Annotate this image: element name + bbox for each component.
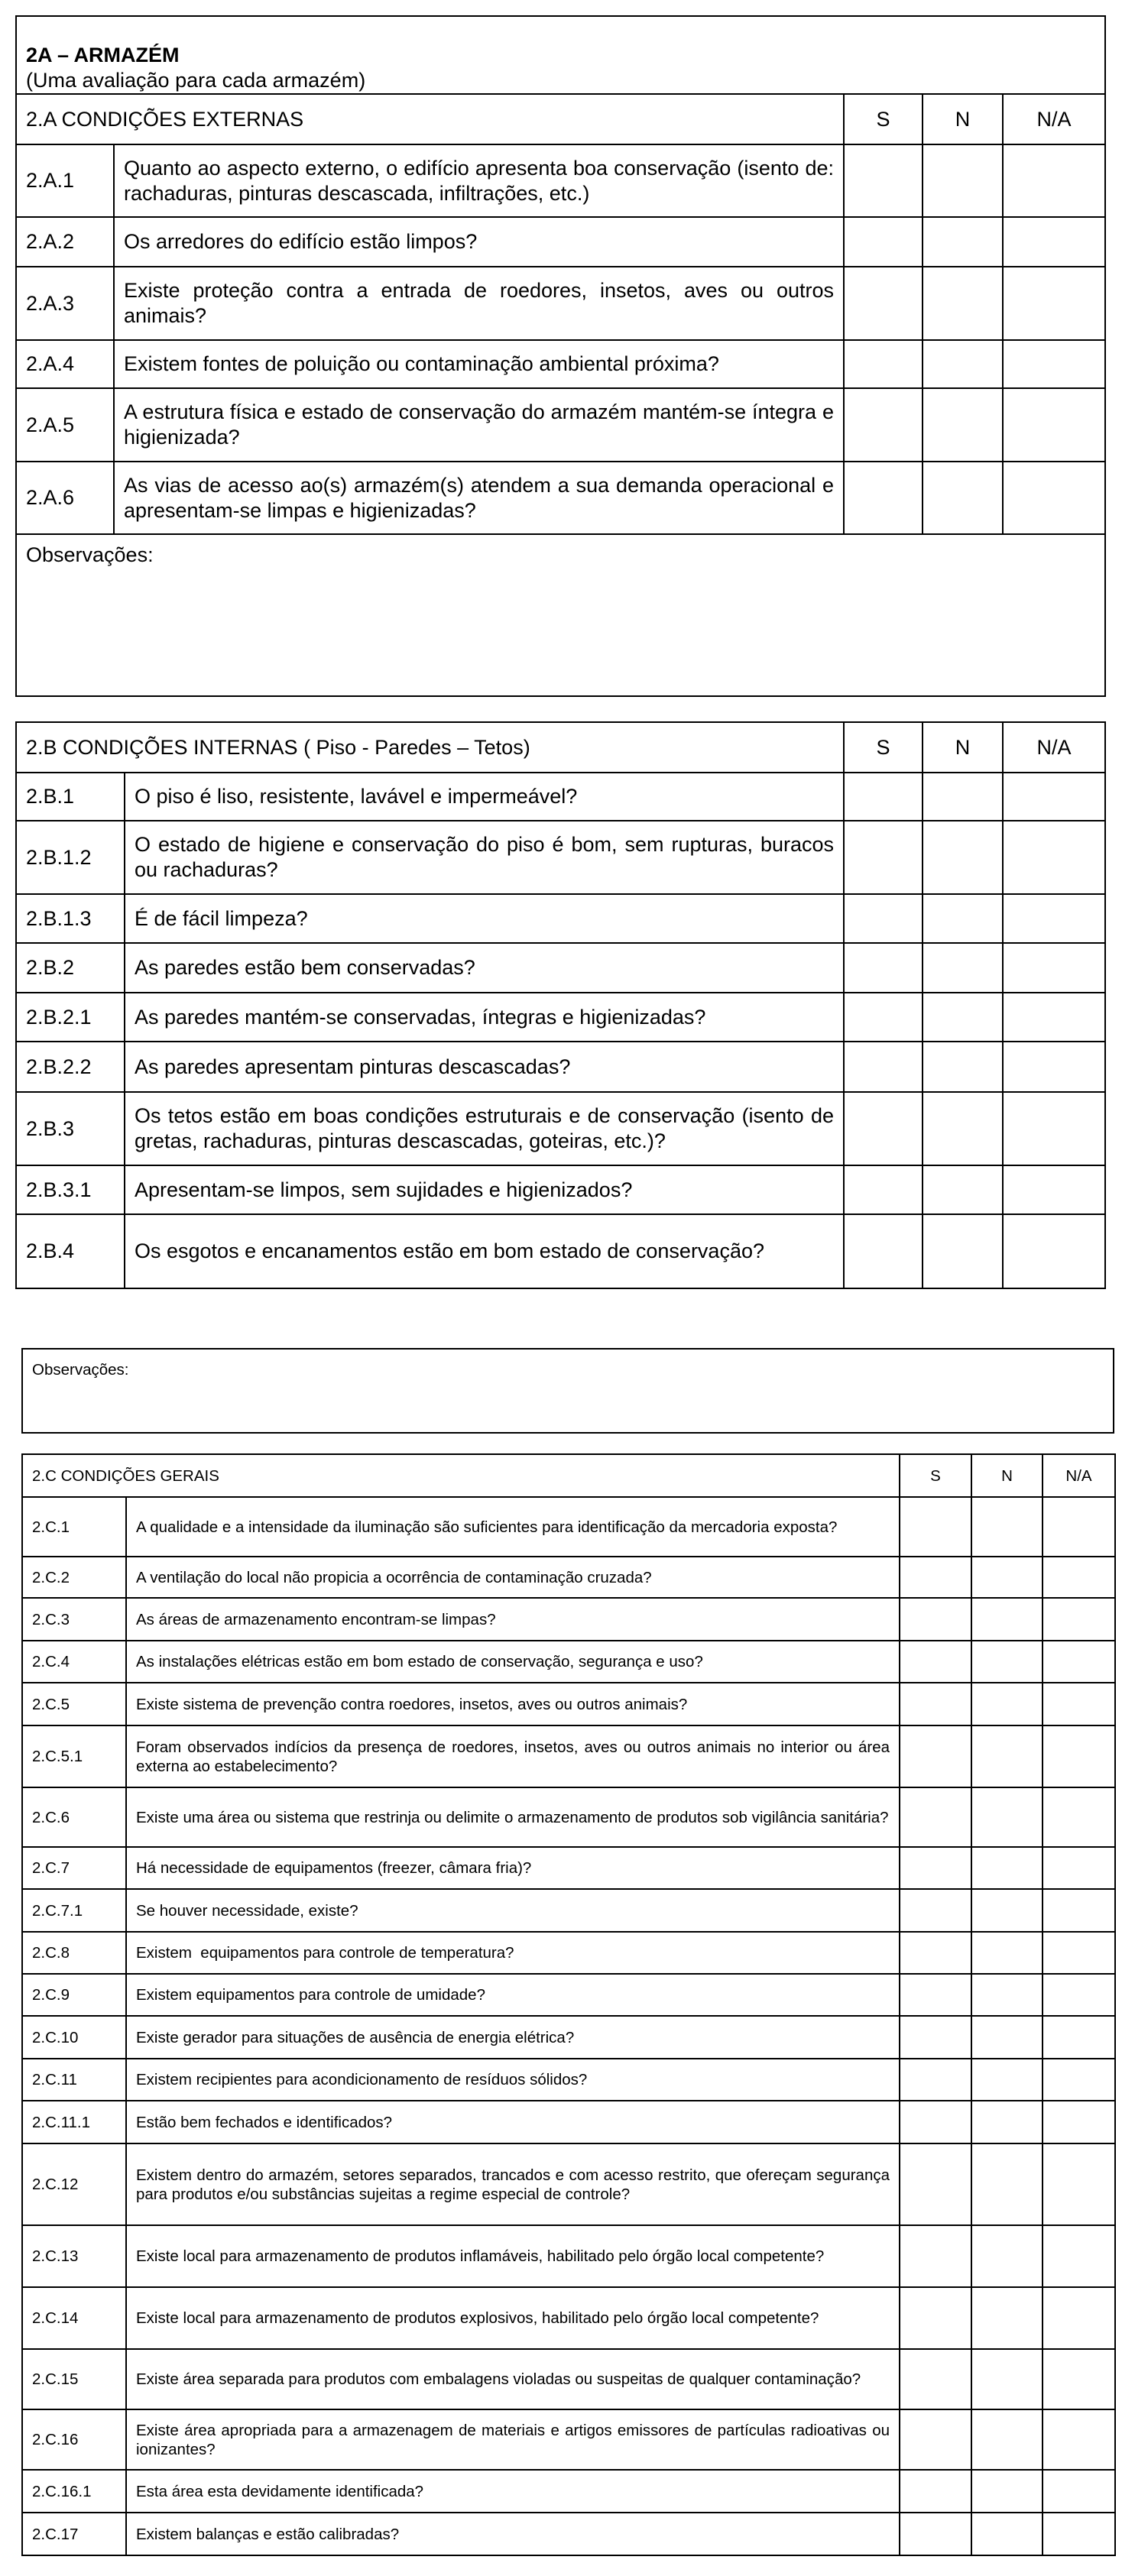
item-question: Os esgotos e encanamentos estão em bom estado de conservação?	[125, 1214, 844, 1288]
observations-box-b	[21, 1348, 1114, 1434]
answer-cell-n[interactable]	[971, 2059, 1043, 2101]
table-row	[22, 2225, 1115, 2287]
answer-cell-na[interactable]	[1043, 1557, 1115, 1598]
table-row	[22, 1641, 1115, 1683]
item-code: 2.C.6	[22, 1787, 126, 1847]
table-row	[16, 217, 1105, 267]
item-code: 2.B.4	[16, 1214, 125, 1288]
answer-cell-na[interactable]	[1003, 773, 1105, 821]
answer-cell-s[interactable]	[844, 462, 923, 534]
col-header-na: N/A	[1003, 722, 1105, 773]
answer-cell-s[interactable]	[844, 1042, 923, 1092]
answer-cell-na[interactable]	[1043, 1847, 1115, 1889]
table-row	[22, 1974, 1115, 2016]
item-question: Existe área separada para produtos com embalagens violadas ou suspeitas de qualquer contaminação?	[126, 2349, 900, 2409]
answer-cell-s[interactable]	[900, 1598, 971, 1641]
item-code: 2.A.2	[16, 217, 114, 267]
answer-cell-n[interactable]	[971, 1641, 1043, 1683]
answer-cell-n[interactable]	[971, 1932, 1043, 1974]
table-row	[22, 1598, 1115, 1641]
table-internal-conditions	[15, 721, 1106, 1289]
answer-cell-na[interactable]	[1043, 1497, 1115, 1557]
answer-cell-s[interactable]	[900, 1641, 971, 1683]
item-question: É de fácil limpeza?	[125, 894, 844, 943]
item-question: Os arredores do edifício estão limpos?	[114, 217, 844, 267]
answer-cell-s[interactable]	[900, 1889, 971, 1932]
answer-cell-s[interactable]	[900, 1683, 971, 1725]
answer-cell-n[interactable]	[923, 217, 1003, 267]
answer-cell-na[interactable]	[1043, 1974, 1115, 2016]
answer-cell-na[interactable]	[1043, 2349, 1115, 2409]
answer-cell-n[interactable]	[971, 2513, 1043, 2555]
item-question: Existe uma área ou sistema que restrinja ou delimite o armazenamento de produtos sob vigilância sanitária?	[126, 1787, 900, 1847]
item-code: 2.C.7	[22, 1847, 126, 1889]
item-code: 2.C.1	[22, 1497, 126, 1557]
answer-cell-n[interactable]	[923, 144, 1003, 217]
answer-cell-s[interactable]	[844, 144, 923, 217]
answer-cell-na[interactable]	[1003, 1092, 1105, 1165]
item-code: 2.A.5	[16, 388, 114, 462]
answer-cell-na[interactable]	[1043, 1932, 1115, 1974]
col-header-n: N	[923, 94, 1003, 144]
item-question: Existem recipientes para acondicionamento de resíduos sólidos?	[126, 2059, 900, 2101]
answer-cell-s[interactable]	[844, 1214, 923, 1288]
answer-cell-s[interactable]	[900, 2059, 971, 2101]
answer-cell-n[interactable]	[971, 2225, 1043, 2287]
item-code: 2.B.2.2	[16, 1042, 125, 1092]
answer-cell-n[interactable]	[971, 2016, 1043, 2059]
answer-cell-s[interactable]	[900, 2349, 971, 2409]
item-code: 2.C.2	[22, 1557, 126, 1598]
item-code: 2.B.1.3	[16, 894, 125, 943]
table-a-header: 2.A CONDIÇÕES EXTERNAS	[16, 94, 844, 144]
table-row	[22, 1683, 1115, 1725]
item-question: Os tetos estão em boas condições estruturais e de conservação (isento de gretas, rachaduras, pinturas descascadas, goteiras, etc.)?	[125, 1092, 844, 1165]
answer-cell-na[interactable]	[1043, 1787, 1115, 1847]
answer-cell-n[interactable]	[971, 2287, 1043, 2349]
answer-cell-na[interactable]	[1003, 144, 1105, 217]
answer-cell-s[interactable]	[900, 2016, 971, 2059]
answer-cell-na[interactable]	[1003, 217, 1105, 267]
answer-cell-n[interactable]	[923, 462, 1003, 534]
table-row	[22, 1725, 1115, 1787]
table-row	[16, 993, 1105, 1042]
answer-cell-na[interactable]	[1043, 1598, 1115, 1641]
answer-cell-n[interactable]	[971, 1889, 1043, 1932]
answer-cell-s[interactable]	[900, 2513, 971, 2555]
item-question: Apresentam-se limpos, sem sujidades e higienizados?	[125, 1165, 844, 1214]
answer-cell-s[interactable]	[900, 2409, 971, 2470]
answer-cell-n[interactable]	[971, 1847, 1043, 1889]
item-question: A estrutura física e estado de conservação do armazém mantém-se íntegra e higienizada?	[114, 388, 844, 462]
table-row	[22, 2143, 1115, 2225]
item-code: 2.B.3.1	[16, 1165, 125, 1214]
answer-cell-na[interactable]	[1043, 2287, 1115, 2349]
answer-cell-na[interactable]	[1043, 2101, 1115, 2143]
table-row	[16, 144, 1105, 217]
item-question: Existe sistema de prevenção contra roedores, insetos, aves ou outros animais?	[126, 1683, 900, 1725]
col-header-na: N/A	[1003, 94, 1105, 144]
item-question: A qualidade e a intensidade da iluminação são suficientes para identificação da mercadoria exposta?	[126, 1497, 900, 1557]
answer-cell-s[interactable]	[844, 894, 923, 943]
item-code: 2.C.17	[22, 2513, 126, 2555]
answer-cell-na[interactable]	[1043, 2143, 1115, 2225]
item-code: 2.A.1	[16, 144, 114, 217]
table-row	[16, 1042, 1105, 1092]
col-header-s: S	[844, 722, 923, 773]
table-row	[22, 1787, 1115, 1847]
item-code: 2.C.16	[22, 2409, 126, 2470]
answer-cell-s[interactable]	[844, 388, 923, 462]
observations-label: Observações:	[32, 1361, 129, 1379]
item-question: As áreas de armazenamento encontram-se limpas?	[126, 1598, 900, 1641]
answer-cell-n[interactable]	[971, 1974, 1043, 2016]
section-2a-header	[16, 16, 1105, 94]
item-code: 2.C.8	[22, 1932, 126, 1974]
item-code: 2.C.16.1	[22, 2470, 126, 2513]
item-question: Estão bem fechados e identificados?	[126, 2101, 900, 2143]
item-question: Existe gerador para situações de ausência de energia elétrica?	[126, 2016, 900, 2059]
answer-cell-na[interactable]	[1043, 1725, 1115, 1787]
answer-cell-s[interactable]	[900, 2470, 971, 2513]
answer-cell-s[interactable]	[900, 1932, 971, 1974]
table-row	[16, 267, 1105, 340]
answer-cell-s[interactable]	[900, 1725, 971, 1787]
answer-cell-n[interactable]	[971, 1725, 1043, 1787]
item-question: Foram observados indícios da presença de roedores, insetos, aves ou outros animais no interior ou área externa ao estabelecimento?	[126, 1725, 900, 1787]
observations-label: Observações:	[26, 543, 154, 566]
answer-cell-n[interactable]	[923, 1165, 1003, 1214]
item-question: Existem balanças e estão calibradas?	[126, 2513, 900, 2555]
answer-cell-n[interactable]	[971, 2101, 1043, 2143]
answer-cell-s[interactable]	[844, 340, 923, 388]
table-row	[22, 1497, 1115, 1557]
answer-cell-n[interactable]	[923, 1042, 1003, 1092]
table-row	[16, 821, 1105, 894]
item-code: 2.C.14	[22, 2287, 126, 2349]
answer-cell-s[interactable]	[844, 993, 923, 1042]
answer-cell-n[interactable]	[971, 2409, 1043, 2470]
answer-cell-na[interactable]	[1003, 267, 1105, 340]
item-question: As vias de acesso ao(s) armazém(s) atendem a sua demanda operacional e apresentam-se limpas e higienizadas?	[114, 462, 844, 534]
answer-cell-n[interactable]	[923, 1214, 1003, 1288]
item-code: 2.B.1	[16, 773, 125, 821]
table-row	[22, 2349, 1115, 2409]
answer-cell-n[interactable]	[971, 2470, 1043, 2513]
item-question: Existe local para armazenamento de produtos explosivos, habilitado pelo órgão local competente?	[126, 2287, 900, 2349]
item-code: 2.C.9	[22, 1974, 126, 2016]
answer-cell-na[interactable]	[1043, 2059, 1115, 2101]
table-row	[22, 1847, 1115, 1889]
answer-cell-n[interactable]	[923, 773, 1003, 821]
answer-cell-s[interactable]	[844, 1165, 923, 1214]
table-b-header: 2.B CONDIÇÕES INTERNAS ( Piso - Paredes – Tetos)	[16, 722, 844, 773]
answer-cell-na[interactable]	[1003, 1214, 1105, 1288]
table-row	[22, 2101, 1115, 2143]
item-question: Se houver necessidade, existe?	[126, 1889, 900, 1932]
item-question: A ventilação do local não propicia a ocorrência de contaminação cruzada?	[126, 1557, 900, 1598]
item-question: Existe área apropriada para a armazenagem de materiais e artigos emissores de partículas radioativas ou ionizantes?	[126, 2409, 900, 2470]
answer-cell-n[interactable]	[971, 2143, 1043, 2225]
answer-cell-s[interactable]	[900, 1787, 971, 1847]
item-question: As paredes estão bem conservadas?	[125, 943, 844, 993]
col-header-na: N/A	[1043, 1454, 1115, 1497]
item-code: 2.C.15	[22, 2349, 126, 2409]
answer-cell-na[interactable]	[1003, 340, 1105, 388]
answer-cell-s[interactable]	[900, 1847, 971, 1889]
answer-cell-n[interactable]	[923, 340, 1003, 388]
answer-cell-n[interactable]	[923, 1092, 1003, 1165]
table-row	[16, 388, 1105, 462]
item-question: As paredes mantém-se conservadas, íntegras e higienizadas?	[125, 993, 844, 1042]
answer-cell-s[interactable]	[900, 1557, 971, 1598]
item-code: 2.C.5.1	[22, 1725, 126, 1787]
observations-field-b[interactable]	[22, 1349, 1114, 1433]
answer-cell-n[interactable]	[971, 1787, 1043, 1847]
table-row	[22, 1932, 1115, 1974]
table-row	[16, 943, 1105, 993]
table-row	[22, 2059, 1115, 2101]
answer-cell-s[interactable]	[900, 1974, 971, 2016]
answer-cell-n[interactable]	[971, 1598, 1043, 1641]
answer-cell-n[interactable]	[923, 821, 1003, 894]
item-question: Existem equipamentos para controle de umidade?	[126, 1974, 900, 2016]
answer-cell-s[interactable]	[900, 2225, 971, 2287]
table-row	[16, 1092, 1105, 1165]
table-row	[22, 2016, 1115, 2059]
answer-cell-na[interactable]	[1003, 993, 1105, 1042]
answer-cell-s[interactable]	[900, 2101, 971, 2143]
answer-cell-n[interactable]	[923, 267, 1003, 340]
item-code: 2.C.4	[22, 1641, 126, 1683]
answer-cell-n[interactable]	[971, 1497, 1043, 1557]
answer-cell-na[interactable]	[1003, 1165, 1105, 1214]
col-header-s: S	[844, 94, 923, 144]
answer-cell-s[interactable]	[844, 821, 923, 894]
answer-cell-na[interactable]	[1003, 388, 1105, 462]
table-row	[16, 773, 1105, 821]
table-row	[16, 462, 1105, 534]
item-question: Existem fontes de poluição ou contaminação ambiental próxima?	[114, 340, 844, 388]
answer-cell-n[interactable]	[923, 388, 1003, 462]
item-code: 2.C.7.1	[22, 1889, 126, 1932]
item-code: 2.C.10	[22, 2016, 126, 2059]
table-external-conditions	[15, 15, 1106, 697]
col-header-n: N	[923, 722, 1003, 773]
table-c-header: 2.C CONDIÇÕES GERAIS	[22, 1454, 900, 1497]
answer-cell-na[interactable]	[1003, 943, 1105, 993]
answer-cell-s[interactable]	[844, 267, 923, 340]
answer-cell-na[interactable]	[1043, 2470, 1115, 2513]
answer-cell-s[interactable]	[900, 2287, 971, 2349]
table-row	[16, 1165, 1105, 1214]
table-row	[22, 1889, 1115, 1932]
answer-cell-s[interactable]	[844, 217, 923, 267]
item-question: Existe proteção contra a entrada de roedores, insetos, aves ou outros animais?	[114, 267, 844, 340]
item-code: 2.B.3	[16, 1092, 125, 1165]
answer-cell-n[interactable]	[923, 943, 1003, 993]
answer-cell-n[interactable]	[923, 993, 1003, 1042]
answer-cell-s[interactable]	[844, 1092, 923, 1165]
section-2a-subtitle: (Uma avaliação para cada armazém)	[26, 69, 366, 92]
observations-field-a[interactable]	[16, 534, 1105, 696]
item-code: 2.A.6	[16, 462, 114, 534]
item-question: O piso é liso, resistente, lavável e impermeável?	[125, 773, 844, 821]
item-code: 2.B.1.2	[16, 821, 125, 894]
item-question: As paredes apresentam pinturas descascadas?	[125, 1042, 844, 1092]
item-question: Esta área esta devidamente identificada?	[126, 2470, 900, 2513]
col-header-n: N	[971, 1454, 1043, 1497]
table-row	[16, 1214, 1105, 1288]
answer-cell-na[interactable]	[1043, 2016, 1115, 2059]
item-code: 2.A.3	[16, 267, 114, 340]
answer-cell-na[interactable]	[1043, 1683, 1115, 1725]
item-code: 2.C.11	[22, 2059, 126, 2101]
answer-cell-na[interactable]	[1043, 2513, 1115, 2555]
item-question: Existe local para armazenamento de produtos inflamáveis, habilitado pelo órgão local competente?	[126, 2225, 900, 2287]
item-question: Há necessidade de equipamentos (freezer, câmara fria)?	[126, 1847, 900, 1889]
item-code: 2.C.12	[22, 2143, 126, 2225]
item-question: Quanto ao aspecto externo, o edifício apresenta boa conservação (isento de: rachaduras, pinturas descascada, infiltrações, etc.)	[114, 144, 844, 217]
item-code: 2.C.13	[22, 2225, 126, 2287]
table-row	[16, 894, 1105, 943]
item-question: As instalações elétricas estão em bom estado de conservação, segurança e uso?	[126, 1641, 900, 1683]
answer-cell-na[interactable]	[1043, 2409, 1115, 2470]
answer-cell-n[interactable]	[971, 1557, 1043, 1598]
item-code: 2.C.11.1	[22, 2101, 126, 2143]
item-code: 2.C.3	[22, 1598, 126, 1641]
item-code: 2.B.2.1	[16, 993, 125, 1042]
item-code: 2.A.4	[16, 340, 114, 388]
answer-cell-s[interactable]	[900, 1497, 971, 1557]
answer-cell-na[interactable]	[1003, 462, 1105, 534]
answer-cell-na[interactable]	[1003, 894, 1105, 943]
answer-cell-s[interactable]	[900, 2143, 971, 2225]
table-row	[16, 340, 1105, 388]
item-code: 2.C.5	[22, 1683, 126, 1725]
col-header-s: S	[900, 1454, 971, 1497]
answer-cell-n[interactable]	[971, 2349, 1043, 2409]
item-question: Existem equipamentos para controle de temperatura?	[126, 1932, 900, 1974]
item-question: O estado de higiene e conservação do piso é bom, sem rupturas, buracos ou rachaduras?	[125, 821, 844, 894]
answer-cell-n[interactable]	[971, 1683, 1043, 1725]
table-row	[22, 2409, 1115, 2470]
answer-cell-na[interactable]	[1043, 1889, 1115, 1932]
section-2a-title: 2A – ARMAZÉM	[26, 44, 180, 66]
table-row	[22, 1557, 1115, 1598]
answer-cell-na[interactable]	[1043, 1641, 1115, 1683]
item-question: Existem dentro do armazém, setores separados, trancados e com acesso restrito, que ofereçam segurança para produtos e/ou substâncias sujeitas a regime especial de controle?	[126, 2143, 900, 2225]
item-code: 2.B.2	[16, 943, 125, 993]
table-general-conditions	[21, 1453, 1116, 2556]
answer-cell-n[interactable]	[923, 894, 1003, 943]
answer-cell-s[interactable]	[844, 773, 923, 821]
table-row	[22, 2513, 1115, 2555]
answer-cell-na[interactable]	[1003, 821, 1105, 894]
table-row	[22, 2470, 1115, 2513]
answer-cell-na[interactable]	[1003, 1042, 1105, 1092]
answer-cell-s[interactable]	[844, 943, 923, 993]
answer-cell-na[interactable]	[1043, 2225, 1115, 2287]
table-row	[22, 2287, 1115, 2349]
